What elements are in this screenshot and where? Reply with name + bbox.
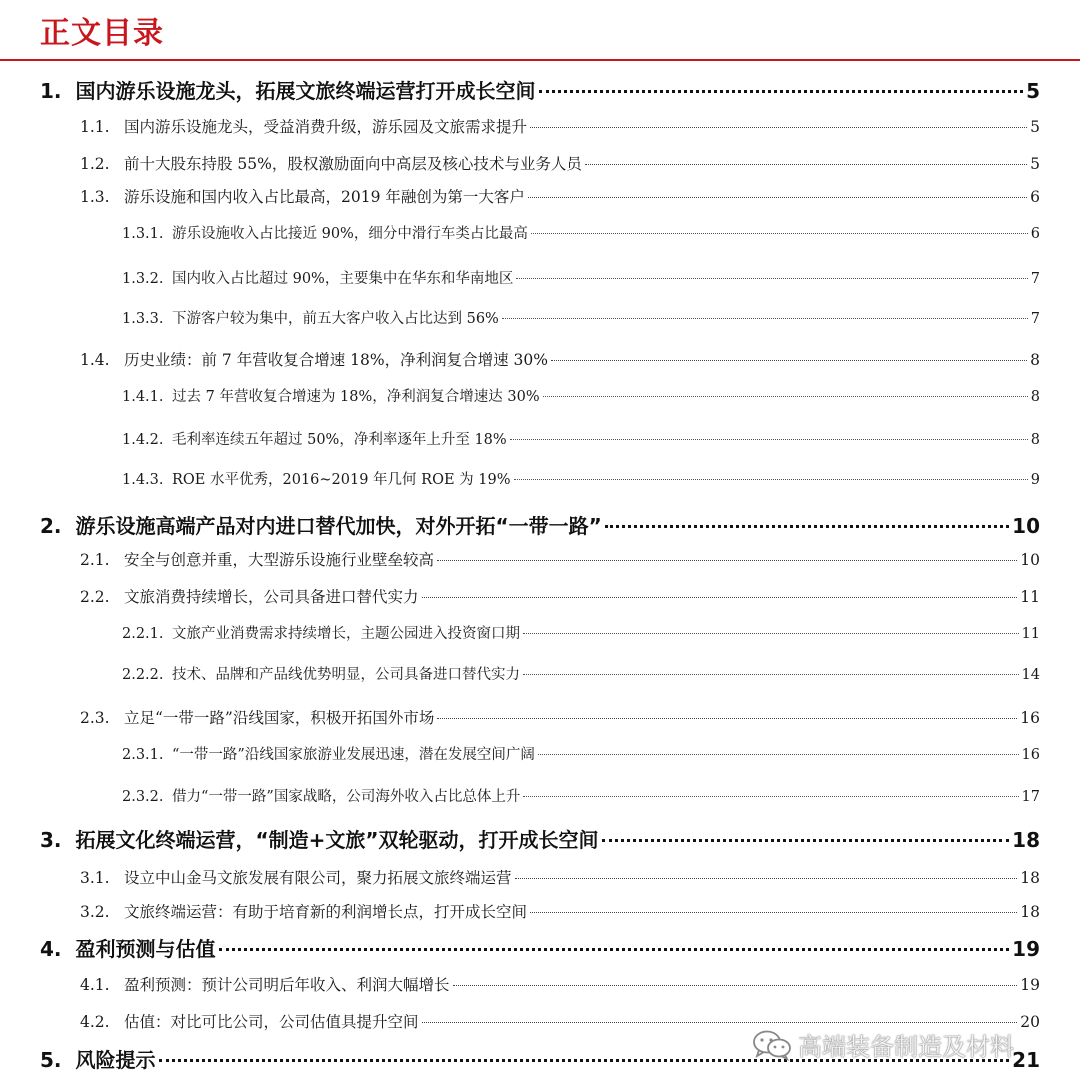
toc-entry-level1[interactable] bbox=[40, 75, 1040, 104]
toc-entry-number: 3.1. bbox=[80, 869, 110, 887]
toc-page-number: 8 bbox=[1030, 389, 1040, 405]
toc-page-number: 11 bbox=[1021, 626, 1040, 642]
toc-entry-level2[interactable] bbox=[80, 973, 1040, 995]
toc-dot-leader bbox=[602, 839, 1010, 842]
toc-entry-number: 1.3.3. bbox=[122, 311, 164, 327]
wechat-icon bbox=[752, 1029, 792, 1061]
toc-page-number: 16 bbox=[1021, 747, 1040, 763]
toc-entry-level3[interactable] bbox=[122, 743, 1040, 764]
toc-entry-level3[interactable] bbox=[122, 622, 1040, 643]
toc-entry-level2[interactable] bbox=[80, 585, 1040, 607]
toc-entry-title: “一带一路”沿线国家旅游业发展迅速，潜在发展空间广阔 bbox=[172, 747, 535, 763]
toc-dot-leader bbox=[453, 985, 1018, 986]
toc-dot-leader bbox=[523, 796, 1018, 797]
toc-dot-leader bbox=[531, 233, 1028, 234]
toc-entry-number: 3. bbox=[40, 828, 62, 852]
toc-entry-level2[interactable] bbox=[80, 866, 1040, 888]
toc-dot-leader bbox=[605, 525, 1009, 528]
toc-dot-leader bbox=[437, 560, 1017, 561]
toc-entry-level3[interactable] bbox=[122, 222, 1040, 243]
toc-entry-number: 2.3. bbox=[80, 709, 110, 727]
toc-entry-title: 文旅终端运营：有助于培育新的利润增长点，打开成长空间 bbox=[124, 903, 528, 921]
toc-entry-title: 国内游乐设施龙头，拓展文旅终端运营打开成长空间 bbox=[75, 79, 536, 103]
toc-entry-number: 2. bbox=[40, 514, 62, 538]
toc-entry-title: 游乐设施和国内收入占比最高，2019 年融创为第一大客户 bbox=[124, 188, 525, 206]
toc-entry-number: 1.4.2. bbox=[122, 432, 164, 448]
toc-dot-leader bbox=[523, 633, 1019, 634]
toc-entry-number: 1.4.3. bbox=[122, 472, 164, 488]
toc-page-number: 5 bbox=[1026, 79, 1040, 103]
toc-dot-leader bbox=[551, 360, 1027, 361]
toc-page-number: 8 bbox=[1030, 351, 1040, 369]
toc-entry-level2[interactable] bbox=[80, 115, 1040, 137]
toc-page-number: 17 bbox=[1021, 789, 1040, 805]
toc-page-number: 10 bbox=[1012, 514, 1040, 538]
toc-entry-title: 立足“一带一路”沿线国家，积极开拓国外市场 bbox=[124, 709, 435, 727]
toc-dot-leader bbox=[422, 597, 1018, 598]
toc-page-number: 20 bbox=[1020, 1013, 1040, 1031]
toc-page-number: 7 bbox=[1030, 271, 1040, 287]
toc-entry-title: 文旅产业消费需求持续增长，主题公园进入投资窗口期 bbox=[172, 626, 520, 642]
toc-entry-number: 4. bbox=[40, 937, 62, 961]
toc-entry-level3[interactable] bbox=[122, 385, 1040, 406]
toc-entry-title: 估值：对比可比公司，公司估值具提升空间 bbox=[124, 1013, 419, 1031]
toc-page-number: 18 bbox=[1012, 828, 1040, 852]
toc-entry-number: 2.3.1. bbox=[122, 747, 164, 763]
toc-entry-level2[interactable] bbox=[80, 706, 1040, 728]
toc-entry-number: 1. bbox=[40, 79, 62, 103]
toc-entry-level2[interactable] bbox=[80, 348, 1040, 370]
toc-entry-number: 1.3.1. bbox=[122, 226, 164, 242]
toc-dot-leader bbox=[219, 948, 1010, 951]
toc-entry-title: ROE 水平优秀，2016~2019 年几何 ROE 为 19% bbox=[172, 472, 511, 488]
title-divider bbox=[0, 59, 1080, 61]
toc-entry-title: 拓展文化终端运营，“制造+文旅”双轮驱动，打开成长空间 bbox=[75, 828, 599, 852]
toc-entry-level3[interactable] bbox=[122, 267, 1040, 288]
toc-entry-level2[interactable] bbox=[80, 152, 1040, 174]
toc-entry-number: 1.1. bbox=[80, 118, 110, 136]
toc-page-number: 11 bbox=[1020, 588, 1040, 606]
toc-entry-title: 毛利率连续五年超过 50%，净利率逐年上升至 18% bbox=[172, 432, 507, 448]
toc-dot-leader bbox=[538, 754, 1019, 755]
toc-dot-leader bbox=[437, 718, 1017, 719]
toc-dot-leader bbox=[585, 164, 1027, 165]
toc-dot-leader bbox=[514, 479, 1028, 480]
toc-entry-title: 技术、品牌和产品线优势明显，公司具备进口替代实力 bbox=[172, 667, 520, 683]
toc-page-number: 18 bbox=[1020, 869, 1040, 887]
toc-entry-title: 历史业绩：前 7 年营收复合增速 18%，净利润复合增速 30% bbox=[124, 351, 548, 369]
toc-entry-level2[interactable] bbox=[80, 548, 1040, 570]
toc-dot-leader bbox=[530, 912, 1017, 913]
toc-entry-number: 2.2.1. bbox=[122, 626, 164, 642]
toc-entry-title: 过去 7 年营收复合增速为 18%，净利润复合增速达 30% bbox=[172, 389, 540, 405]
toc-entry-level1[interactable] bbox=[40, 824, 1040, 853]
toc-entry-title: 游乐设施收入占比接近 90%，细分中滑行车类占比最高 bbox=[172, 226, 528, 242]
toc-entry-title: 下游客户较为集中，前五大客户收入占比达到 56% bbox=[172, 311, 499, 327]
toc-page-number: 9 bbox=[1030, 472, 1040, 488]
toc-page-number: 21 bbox=[1012, 1048, 1040, 1072]
page-title: 正文目录 bbox=[40, 16, 164, 51]
toc-dot-leader bbox=[530, 127, 1027, 128]
toc-page-number: 5 bbox=[1030, 155, 1040, 173]
toc-dot-leader bbox=[422, 1022, 1018, 1023]
toc-dot-leader bbox=[516, 278, 1027, 279]
toc-entry-title: 安全与创意并重，大型游乐设施行业壁垒较高 bbox=[124, 551, 435, 569]
watermark bbox=[752, 1027, 1014, 1062]
toc-entry-title: 借力“一带一路”国家战略，公司海外收入占比总体上升 bbox=[172, 789, 521, 805]
toc-entry-level3[interactable] bbox=[122, 468, 1040, 489]
toc-entry-number: 3.2. bbox=[80, 903, 110, 921]
toc-entry-title: 国内收入占比超过 90%，主要集中在华东和华南地区 bbox=[172, 271, 514, 287]
toc-entry-number: 2.2. bbox=[80, 588, 110, 606]
toc-entry-title: 前十大股东持股 55%，股权激励面向中高层及核心技术与业务人员 bbox=[124, 155, 582, 173]
toc-page-number: 19 bbox=[1020, 976, 1040, 994]
toc-entry-level1[interactable] bbox=[40, 510, 1040, 539]
watermark-text: 高端装备制造及材料 bbox=[798, 1033, 1014, 1061]
toc-page-number: 10 bbox=[1020, 551, 1040, 569]
toc-page-number: 14 bbox=[1021, 667, 1040, 683]
toc-entry-level3[interactable] bbox=[122, 428, 1040, 449]
toc-entry-level2[interactable] bbox=[80, 900, 1040, 922]
toc-page-number: 5 bbox=[1030, 118, 1040, 136]
toc-entry-title: 游乐设施高端产品对内进口替代加快，对外开拓“一带一路” bbox=[75, 514, 602, 538]
toc-page-number: 6 bbox=[1030, 226, 1040, 242]
toc-page-number: 6 bbox=[1030, 188, 1040, 206]
toc-entry-level2[interactable] bbox=[80, 185, 1040, 207]
toc-entry-level3[interactable] bbox=[122, 785, 1040, 806]
toc-dot-leader bbox=[543, 396, 1028, 397]
toc-page-number: 7 bbox=[1030, 311, 1040, 327]
toc-page-number: 16 bbox=[1020, 709, 1040, 727]
toc-page-number: 8 bbox=[1030, 432, 1040, 448]
toc-dot-leader bbox=[515, 878, 1018, 879]
toc-entry-level1[interactable] bbox=[40, 933, 1040, 962]
toc-entry-title: 国内游乐设施龙头，受益消费升级，游乐园及文旅需求提升 bbox=[124, 118, 528, 136]
toc-entry-number: 1.4. bbox=[80, 351, 110, 369]
toc-entry-number: 1.2. bbox=[80, 155, 110, 173]
toc-entry-title: 风险提示 bbox=[75, 1048, 156, 1072]
toc-entry-title: 文旅消费持续增长，公司具备进口替代实力 bbox=[124, 588, 419, 606]
toc-entry-title: 设立中山金马文旅发展有限公司，聚力拓展文旅终端运营 bbox=[124, 869, 512, 887]
toc-entry-title: 盈利预测：预计公司明后年收入、利润大幅增长 bbox=[124, 976, 450, 994]
toc-dot-leader bbox=[523, 674, 1019, 675]
toc-page-number: 18 bbox=[1020, 903, 1040, 921]
toc-dot-leader bbox=[510, 439, 1028, 440]
toc-entry-number: 5. bbox=[40, 1048, 62, 1072]
toc-dot-leader bbox=[528, 197, 1027, 198]
toc-dot-leader bbox=[502, 318, 1028, 319]
toc-entry-title: 盈利预测与估值 bbox=[75, 937, 216, 961]
toc-entry-number: 4.2. bbox=[80, 1013, 110, 1031]
toc-dot-leader bbox=[539, 90, 1024, 93]
toc-page-number: 19 bbox=[1012, 937, 1040, 961]
toc-entry-number: 2.3.2. bbox=[122, 789, 164, 805]
toc-entry-number: 4.1. bbox=[80, 976, 110, 994]
toc-entry-level3[interactable] bbox=[122, 663, 1040, 684]
toc-entry-number: 1.3.2. bbox=[122, 271, 164, 287]
toc-entry-number: 1.4.1. bbox=[122, 389, 164, 405]
toc-entry-number: 2.1. bbox=[80, 551, 110, 569]
toc-entry-level3[interactable] bbox=[122, 307, 1040, 328]
toc-entry-number: 1.3. bbox=[80, 188, 110, 206]
toc-entry-number: 2.2.2. bbox=[122, 667, 164, 683]
